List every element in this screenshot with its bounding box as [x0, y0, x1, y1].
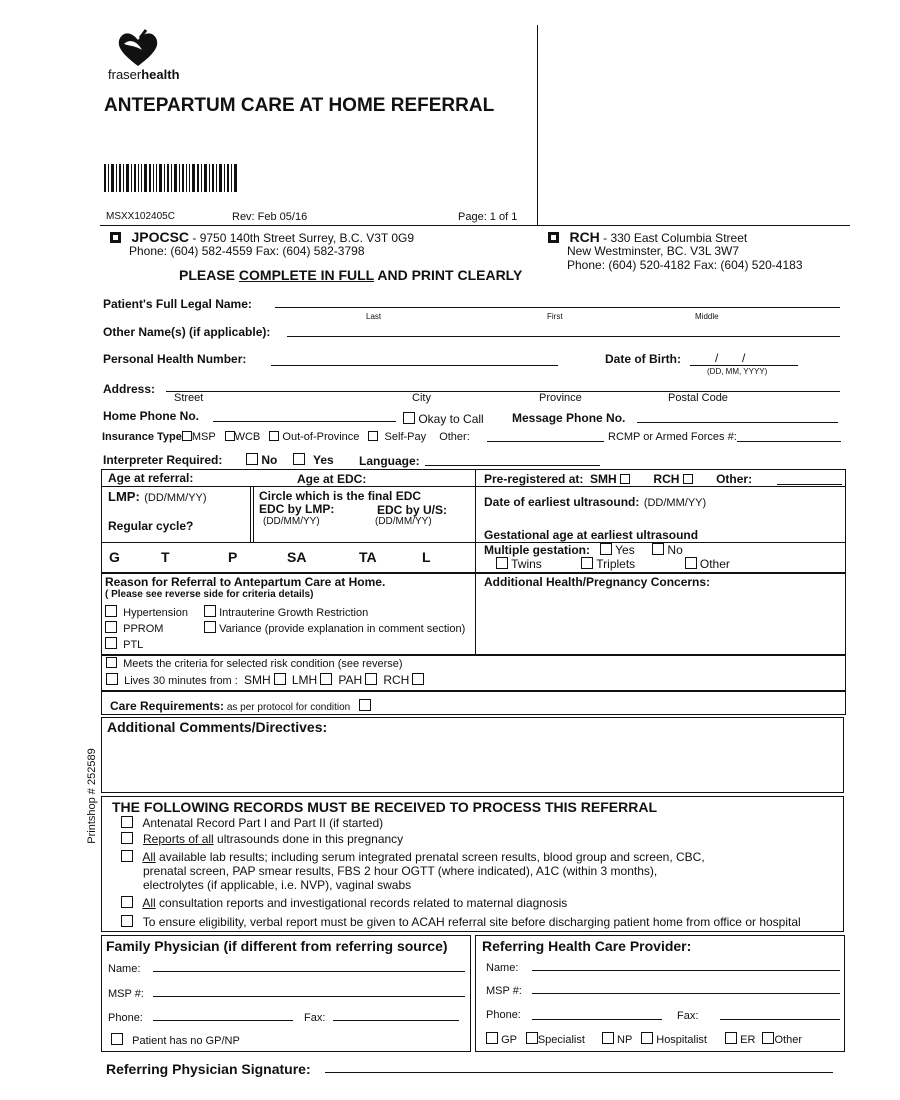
rch-phones: Phone: (604) 520-4182 Fax: (604) 520-4183	[567, 258, 803, 272]
gtpal-g: G	[109, 549, 120, 565]
signature-label: Referring Physician Signature:	[106, 1061, 311, 1077]
barcode	[104, 164, 238, 192]
prereg-smh-checkbox	[620, 474, 630, 484]
ptl-checkbox	[105, 637, 117, 649]
rp-msp-field[interactable]	[532, 993, 840, 994]
insurance-other-field[interactable]	[487, 441, 604, 442]
comments-title: Additional Comments/Directives:	[107, 719, 328, 735]
home-phone-label: Home Phone No.	[103, 409, 200, 423]
home-phone-field[interactable]	[213, 421, 396, 422]
rp-fax-field[interactable]	[720, 1019, 840, 1020]
fp-phone-field[interactable]	[153, 1020, 293, 1021]
fp-msp-field[interactable]	[153, 996, 465, 997]
concerns-title: Additional Health/Pregnancy Concerns:	[484, 575, 711, 589]
rp-name-field[interactable]	[532, 970, 840, 971]
record-item-ultrasounds[interactable]: Reports of all ultrasounds done in this pregnancy	[121, 832, 403, 846]
insurance-row: Insurance Type MSP WCB Out-of-Province Self-Pay Other:	[102, 431, 470, 443]
care-requirements-row[interactable]: Care Requirements: as per protocol for condition	[110, 697, 371, 715]
address-label: Address:	[103, 382, 156, 396]
multiple-yes-checkbox	[600, 543, 612, 555]
site-jpocsc[interactable]: JPOCSC - 9750 140th Street Surrey, B.C. V3T 0G9	[110, 229, 414, 247]
provider-type-row[interactable]: GP Specialist NP Hospitalist ER Other	[486, 1032, 802, 1046]
rcmp-label: RCMP or Armed Forces #:	[608, 431, 737, 443]
okay-to-call[interactable]: Okay to Call	[403, 412, 484, 426]
phn-label: Personal Health Number:	[103, 352, 247, 366]
printshop-number: Printshop # 252589	[86, 748, 98, 844]
record-item-verbal-report[interactable]: To ensure eligibility, verbal report must be given to ACAH referral site before discharging patient home from office or hospital	[121, 915, 801, 929]
lives-lmh-checkbox	[320, 673, 332, 685]
msp-checkbox[interactable]	[182, 431, 192, 441]
gestational-age-label: Gestational age at earliest ultrasound	[484, 528, 699, 542]
fp-name-field[interactable]	[153, 971, 465, 972]
ultrasounds-checkbox	[121, 832, 133, 844]
other-names-label: Other Name(s) (if applicable):	[103, 325, 271, 339]
referring-provider-title: Referring Health Care Provider:	[482, 938, 692, 954]
interpreter-no-checkbox	[246, 453, 258, 465]
prereg-other-field[interactable]	[777, 484, 842, 485]
header-divider	[537, 25, 538, 225]
lmp-label: LMP: (DD/MM/YY)	[108, 489, 207, 504]
dob-label: Date of Birth:	[605, 352, 681, 366]
gp-checkbox	[486, 1032, 498, 1044]
lives-smh-checkbox	[274, 673, 286, 685]
criteria-checkbox	[106, 657, 117, 668]
lives-30-row[interactable]: Lives 30 minutes from : SMH LMH PAH RCH	[106, 673, 424, 687]
revision-date: Rev: Feb 05/16	[232, 211, 308, 223]
rch-checkbox[interactable]	[548, 232, 559, 243]
fraserhealth-logo-icon	[112, 28, 164, 68]
record-item-consultation[interactable]: All consultation reports and investigational records related to maternal diagnosis	[121, 896, 567, 910]
lives-rch-checkbox	[412, 673, 424, 685]
other-multiple-checkbox	[685, 557, 697, 569]
prereg-rch-checkbox	[683, 474, 693, 484]
interpreter-yes-checkbox	[293, 453, 305, 465]
patient-name-label: Patient's Full Legal Name:	[103, 297, 252, 311]
hypertension-checkbox	[105, 605, 117, 617]
age-edc-label: Age at EDC:	[297, 472, 367, 486]
hospitalist-checkbox	[641, 1032, 653, 1044]
jpocsc-phones: Phone: (604) 582-4559 Fax: (604) 582-3798	[129, 244, 365, 258]
preregistered-row[interactable]: Pre-registered at: SMH RCH Other:	[484, 472, 753, 486]
gtpal-t: T	[161, 549, 170, 565]
no-gp-checkbox	[111, 1033, 123, 1045]
iugr-checkbox	[204, 605, 216, 617]
variance-checkbox	[204, 621, 216, 633]
message-phone-field[interactable]	[637, 422, 838, 423]
gtpal-p: P	[228, 549, 238, 565]
phn-field[interactable]	[271, 365, 558, 366]
labs-checkbox	[121, 850, 133, 862]
address-field[interactable]	[166, 391, 840, 392]
self-pay-checkbox[interactable]	[368, 431, 378, 441]
iugr-option[interactable]: Intrauterine Growth Restriction	[204, 605, 368, 619]
record-item-antenatal[interactable]: Antenatal Record Part I and Part II (if started)	[121, 816, 383, 830]
consultation-checkbox	[121, 896, 133, 908]
er-checkbox	[725, 1032, 737, 1044]
out-of-province-checkbox[interactable]	[269, 431, 279, 441]
rp-phone-field[interactable]	[532, 1019, 662, 1020]
multiple-type-row[interactable]: Twins Triplets Other	[496, 557, 730, 571]
records-title: THE FOLLOWING RECORDS MUST BE RECEIVED TO PROCESS THIS REFERRAL	[112, 799, 657, 815]
record-item-labs[interactable]: All available lab results; including serum integrated prenatal screen results, blood group and screen, CBC,	[121, 850, 705, 864]
interpreter-label: Interpreter Required:	[103, 453, 223, 467]
verbal-report-checkbox	[121, 915, 133, 927]
rch-city: New Westminster, BC. V3L 3W7	[567, 244, 740, 258]
criteria-option[interactable]: Meets the criteria for selected risk condition (see reverse)	[106, 657, 403, 670]
language-field[interactable]	[425, 465, 600, 466]
instructions: PLEASE COMPLETE IN FULL AND PRINT CLEARLY	[179, 267, 523, 283]
gtpal-ta: TA	[359, 549, 377, 565]
regular-cycle-label: Regular cycle?	[108, 519, 194, 533]
multiple-no-checkbox	[652, 543, 664, 555]
dob-field[interactable]	[690, 365, 798, 366]
reason-subtitle: ( Please see reverse side for criteria details)	[105, 589, 314, 600]
pprom-option[interactable]: PPROM	[105, 621, 163, 635]
earliest-us-label: Date of earliest ultrasound: (DD/MM/YY)	[484, 495, 707, 509]
form-title: ANTEPARTUM CARE AT HOME REFERRAL	[104, 95, 495, 116]
language-label: Language:	[359, 454, 420, 468]
variance-option[interactable]: Variance (provide explanation in comment section)	[204, 621, 465, 635]
ptl-option[interactable]: PTL	[105, 637, 143, 651]
rcmp-field[interactable]	[737, 441, 841, 442]
patient-name-field[interactable]	[275, 307, 840, 308]
header-rule	[100, 225, 850, 226]
no-gp-option[interactable]: Patient has no GP/NP	[111, 1033, 240, 1047]
site-rch[interactable]: RCH - 330 East Columbia Street	[548, 229, 747, 247]
triplets-checkbox	[581, 557, 593, 569]
lives-pah-checkbox	[365, 673, 377, 685]
hypertension-option[interactable]: Hypertension	[105, 605, 188, 619]
age-referral-label: Age at referral:	[108, 471, 194, 485]
org-name: fraserhealth	[108, 67, 180, 82]
other-names-field[interactable]	[287, 336, 840, 337]
form-code: MSXX102405C	[106, 211, 175, 222]
gtpal-sa: SA	[287, 549, 307, 565]
fp-fax-field[interactable]	[333, 1020, 459, 1021]
care-requirements-checkbox	[359, 699, 371, 711]
family-physician-title: Family Physician (if different from referring source)	[106, 938, 448, 954]
circle-edc-label: Circle which is the final EDC	[259, 489, 422, 503]
reason-title: Reason for Referral to Antepartum Care at Home.	[105, 575, 386, 589]
antenatal-checkbox	[121, 816, 133, 828]
interpreter-options[interactable]: No Yes	[246, 453, 334, 467]
multiple-gestation-row[interactable]: Multiple gestation: Yes No	[484, 543, 683, 557]
page-number: Page: 1 of 1	[458, 211, 518, 223]
np-checkbox	[602, 1032, 614, 1044]
signature-field[interactable]	[325, 1072, 833, 1073]
gtpal-l: L	[422, 549, 431, 565]
specialist-checkbox	[526, 1032, 538, 1044]
pprom-checkbox	[105, 621, 117, 633]
okay-to-call-checkbox	[403, 412, 415, 424]
wcb-checkbox[interactable]	[225, 431, 235, 441]
lives-30-checkbox	[106, 673, 118, 685]
other-provider-checkbox	[762, 1032, 774, 1044]
twins-checkbox	[496, 557, 508, 569]
jpocsc-checkbox[interactable]	[110, 232, 121, 243]
message-phone-label: Message Phone No.	[512, 411, 626, 425]
